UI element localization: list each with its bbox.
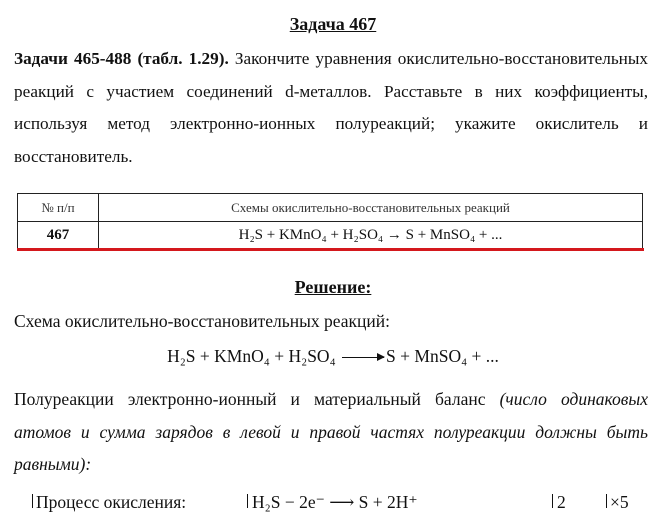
task-statement: [14, 43, 648, 174]
oxidation-label: Процесс окисления:: [36, 492, 187, 512]
multiplier: ×5: [610, 492, 629, 512]
header-scheme: Схемы окислительно-восстановительных реакций: [99, 194, 643, 222]
solution-heading: Решение:: [294, 277, 372, 297]
scheme-label: Схема окислительно-восстановительных реакций:: [14, 311, 390, 331]
red-underline: [17, 248, 644, 251]
halfreaction-note: (число одинаковых атомов и сумма зарядов в левой и правой частях полуреакции должны быть равными):: [14, 389, 649, 475]
halfreaction-text: Полуреакции электронно-ионный и материальный баланс: [14, 389, 500, 409]
task-title: Задача 467: [289, 14, 377, 34]
oxidation-halfreaction: H₂S − 2e⁻ ⟶ S + 2H⁺: [252, 492, 418, 512]
arrow-icon: [342, 357, 384, 358]
reaction-equation: [0, 346, 666, 367]
equation-left: H₂S + KMnO₄ + H₂SO₄: [167, 346, 336, 366]
electron-count: 2: [557, 492, 566, 512]
row-number: 467: [18, 222, 99, 250]
header-number: № п/п: [18, 194, 99, 222]
table-row: [18, 222, 643, 250]
row-scheme: H₂S + KMnO₄ + H₂SO₄ → S + MnSO₄ + ...: [99, 222, 643, 250]
task-text: Закончите уравнения окислительно-восстановительных реакций с участием соединений d-металлов. Расставьте в них коэффициенты, используя метод электронно-ионных полуреакций; укажите окислитель и восстановитель.: [14, 49, 648, 167]
task-range: Задачи 465-488 (табл. 1.29).: [14, 49, 229, 68]
halfreaction-intro: [14, 383, 648, 481]
table-header-row: [18, 194, 643, 222]
equation-right: S + MnSO₄ + ...: [386, 346, 499, 366]
reaction-table: [17, 193, 643, 250]
